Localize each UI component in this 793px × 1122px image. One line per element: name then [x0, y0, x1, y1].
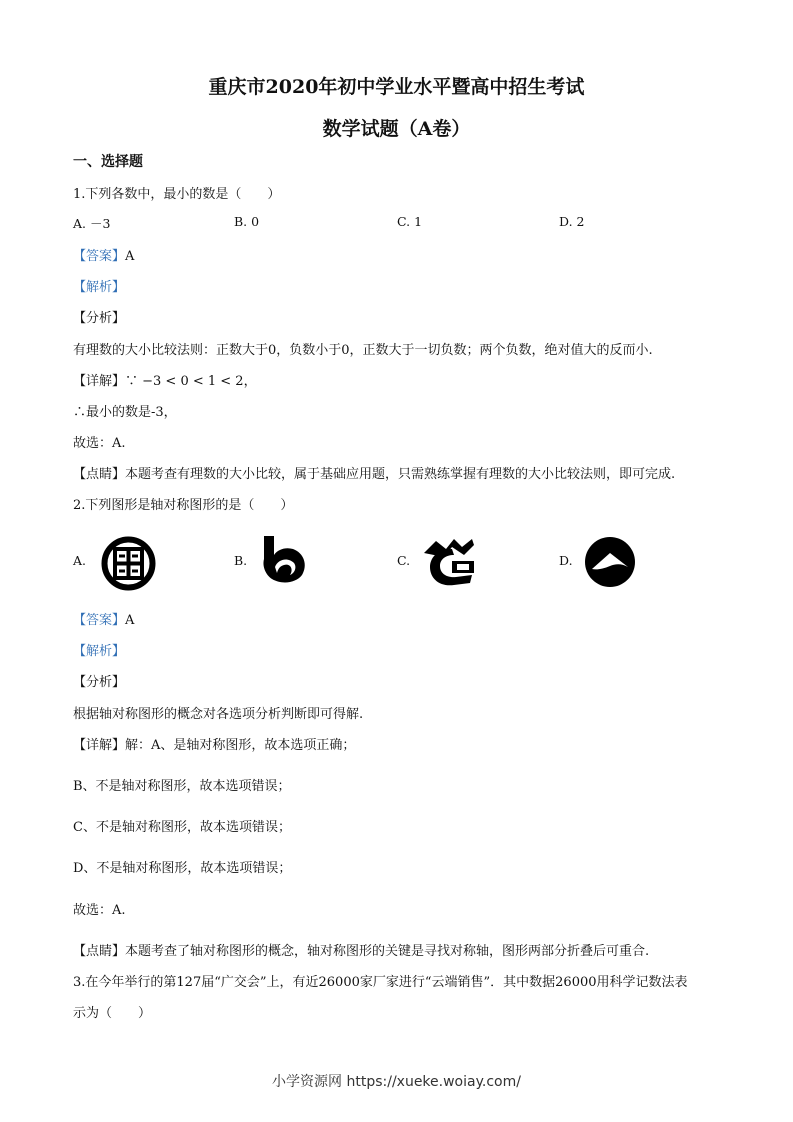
q3-stem-line1: 3.在今年举行的第127届“广交会”上，有近26000家厂家进行“云端销售”．其中数据26000用科学记数法表 [73, 975, 688, 990]
q1-conclude: ∴最小的数是-3， [73, 405, 177, 420]
q2-fenxi: 【分析】 [73, 675, 126, 690]
document-title: 重庆市2020年初中学业水平暨高中招生考试 [208, 76, 585, 98]
q2-option-d-label: D. [559, 553, 573, 568]
q2-option-b-label: B. [234, 553, 248, 568]
logo-d-icon [583, 535, 637, 589]
document-subtitle: 数学试题（A卷） [322, 118, 471, 140]
q1-detail: 【详解】∵ −3 < 0 < 1 < 2， [73, 374, 257, 389]
answer-value: A [125, 249, 135, 264]
q2-fenxi-text: 根据轴对称图形的概念对各选项分析判断即可得解. [73, 707, 364, 722]
q1-option-c: C. 1 [397, 214, 423, 229]
footer-watermark: 小学资源网 https://xueke.woiay.com/ [272, 1074, 521, 1090]
logo-c-icon [422, 535, 482, 589]
q1-fenxi: 【分析】 [73, 311, 126, 326]
q2-option-a-label: A. [73, 553, 87, 568]
logo-b-icon [258, 533, 310, 585]
answer-value: A [125, 613, 135, 628]
q2-analysis-tag: 【解析】 [73, 644, 126, 659]
q2-option-c-explain: C、不是轴对称图形，故本选项错误； [73, 820, 291, 835]
q1-comment: 【点睛】本题考查有理数的大小比较，属于基础应用题，只需熟练掌握有理数的大小比较法则，即可完成. [73, 467, 676, 482]
section-heading: 一、选择题 [73, 154, 143, 170]
q1-stem: 1.下列各数中，最小的数是（ ） [73, 187, 281, 202]
q3-stem-line2: 示为（ ） [73, 1006, 152, 1021]
q2-answer [73, 609, 134, 628]
q1-analysis-tag: 【解析】 [73, 280, 126, 295]
q2-choose: 故选：A. [73, 903, 126, 918]
q2-comment: 【点睛】本题考查了轴对称图形的概念，轴对称图形的关键是寻找对称轴，图形两部分折叠后可重合. [73, 944, 650, 959]
answer-tag: 【答案】 [73, 613, 126, 628]
q1-answer [73, 245, 134, 264]
answer-tag: 【答案】 [73, 249, 126, 264]
q1-option-a: A. －3 [73, 216, 111, 231]
q2-option-c-label: C. [397, 553, 411, 568]
q1-fenxi-text: 有理数的大小比较法则：正数大于0，负数小于0，正数大于一切负数；两个负数，绝对值大的反而小. [73, 343, 653, 358]
q2-detail: 【详解】解：A、是轴对称图形，故本选项正确； [73, 738, 356, 753]
q2-option-d-explain: D、不是轴对称图形，故本选项错误； [73, 861, 292, 876]
q2-option-b-explain: B、不是轴对称图形，故本选项错误； [73, 779, 291, 794]
q2-stem: 2.下列图形是轴对称图形的是（ ） [73, 498, 294, 513]
q1-option-d: D. 2 [559, 214, 585, 229]
q1-option-b: B. 0 [234, 214, 260, 229]
q1-choose: 故选：A. [73, 436, 126, 451]
logo-a-icon [100, 535, 157, 592]
